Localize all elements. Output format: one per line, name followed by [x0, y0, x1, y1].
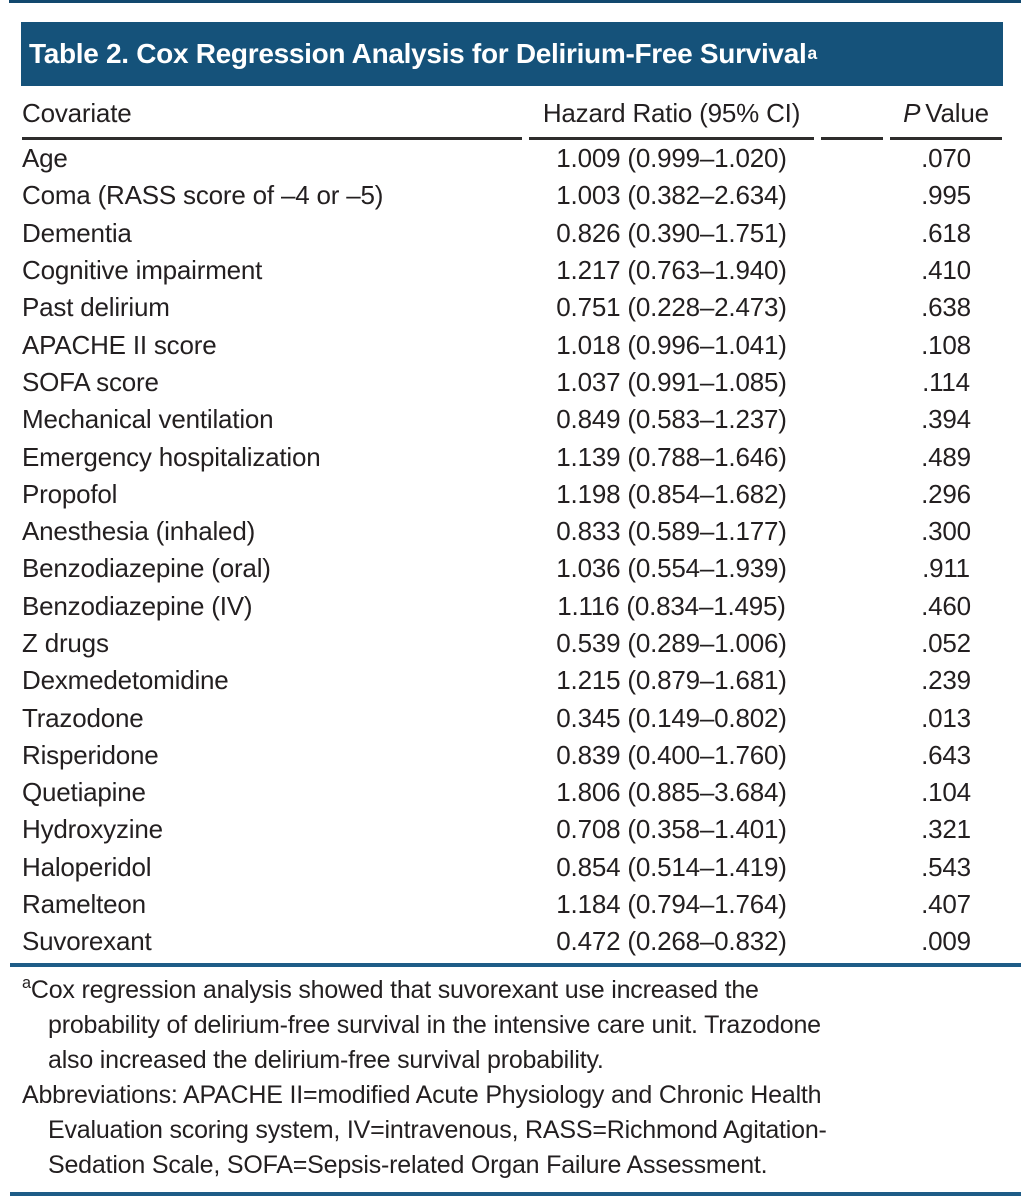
covariate-cell: Risperidone [22, 739, 159, 770]
p-value-cell: .543 [921, 851, 971, 882]
spacer-cell [821, 662, 883, 699]
covariate-cell: Anesthesia (inhaled) [22, 516, 256, 547]
hazard-ratio-cell: 0.472 (0.268–0.832) [556, 926, 787, 957]
covariate-cell: Coma (RASS score of –4 or –5) [22, 180, 384, 211]
hazard-ratio-cell: 0.854 (0.514–1.419) [556, 851, 787, 882]
p-value-cell: .407 [921, 889, 971, 920]
footnote-line [22, 1078, 1025, 1113]
hazard-ratio-cell: 0.345 (0.149–0.802) [556, 702, 787, 733]
spacer-cell [821, 774, 883, 811]
covariate-cell: Dexmedetomidine [22, 665, 229, 696]
hazard-ratio-cell: 1.037 (0.991–1.085) [556, 366, 787, 397]
covariate-cell: Benzodiazepine (oral) [22, 553, 271, 584]
spacer-cell [821, 588, 883, 625]
hazard-ratio-cell: 1.198 (0.854–1.682) [556, 478, 787, 509]
table-row [22, 177, 1002, 214]
covariate-cell: Age [22, 143, 68, 174]
footnote-text: Abbreviations: APACHE II=modified Acute Physiology and Chronic Health [22, 1081, 822, 1109]
spacer-cell [821, 401, 883, 438]
covariate-cell: Ramelteon [22, 889, 146, 920]
footnote-marker: a [22, 973, 31, 992]
cox-regression-table [15, 86, 1009, 961]
hazard-ratio-cell: 0.826 (0.390–1.751) [556, 217, 787, 248]
p-value-cell: .104 [921, 777, 971, 808]
spacer-cell [821, 849, 883, 886]
hazard-ratio-cell: 1.184 (0.794–1.764) [556, 889, 787, 920]
p-value-cell: .410 [921, 255, 971, 286]
spacer-cell [821, 550, 883, 587]
footnote-a [22, 973, 1025, 1078]
spacer-cell [821, 364, 883, 401]
p-value-cell: .114 [922, 366, 970, 397]
hazard-ratio-cell: 0.833 (0.589–1.177) [556, 516, 787, 547]
covariate-cell: Benzodiazepine (IV) [22, 590, 253, 621]
covariate-cell: APACHE II score [22, 329, 217, 360]
hazard-ratio-cell: 1.806 (0.885–3.684) [556, 777, 787, 808]
table-row [22, 774, 1002, 811]
table-row [22, 662, 1002, 699]
p-value-rest-label: Value [925, 98, 989, 128]
footnote-line [22, 1148, 1025, 1183]
covariate-cell: Cognitive impairment [22, 255, 263, 286]
footnote-text: Evaluation scoring system, IV=intravenous, RASS=Richmond Agitation- [48, 1116, 827, 1144]
footnote-text: Cox regression analysis showed that suvorexant use increased the [30, 976, 759, 1004]
p-value-cell: .911 [922, 553, 970, 584]
p-value-cell: .296 [921, 478, 971, 509]
covariate-cell: Quetiapine [22, 777, 146, 808]
spacer-cell [821, 140, 883, 177]
p-value-italic-label: P [903, 98, 921, 128]
footnote-text: Sedation Scale, SOFA=Sepsis-related Organ Failure Assessment. [48, 1151, 768, 1179]
footnote-line [22, 973, 1025, 1008]
p-value-cell: .394 [921, 404, 971, 435]
table-row [22, 401, 1002, 438]
table-row [22, 326, 1002, 363]
table-row [22, 699, 1002, 736]
spacer-cell [821, 737, 883, 774]
spacer-cell [821, 886, 883, 923]
table-row [22, 923, 1002, 960]
table-row [22, 550, 1002, 587]
column-header-covariate: Covariate [22, 86, 522, 140]
spacer-cell [821, 513, 883, 550]
p-value-cell: .489 [921, 441, 971, 472]
covariate-cell: Z drugs [22, 628, 109, 658]
table-bottom-rule [10, 963, 1021, 967]
covariate-cell: Past delirium [22, 292, 170, 323]
hazard-ratio-cell: 0.751 (0.228–2.473) [556, 292, 787, 323]
top-rule [9, 0, 1021, 3]
spacer-cell [821, 177, 883, 214]
p-value-cell: .108 [921, 329, 971, 360]
column-header-p-value [890, 86, 1002, 140]
hazard-ratio-cell: 1.116 (0.834–1.495) [557, 590, 786, 621]
footnote-line [22, 1113, 1025, 1148]
p-value-cell: .009 [921, 926, 971, 957]
spacer-cell [821, 438, 883, 475]
table-row [22, 811, 1002, 848]
table-header [22, 86, 1002, 140]
hazard-ratio-cell: 1.009 (0.999–1.020) [556, 143, 787, 174]
footnote-text: probability of delirium-free survival in the intensive care unit. Trazodone [48, 1011, 821, 1039]
spacer-cell [821, 923, 883, 960]
covariate-cell: Haloperidol [22, 851, 152, 882]
header-row [22, 86, 1002, 140]
hazard-ratio-cell: 1.003 (0.382–2.634) [556, 180, 787, 211]
spacer-cell [821, 326, 883, 363]
p-value-cell: .643 [921, 739, 971, 770]
p-value-cell: .070 [921, 143, 971, 174]
p-value-cell: .239 [921, 665, 971, 696]
column-header-spacer [821, 86, 883, 140]
spacer-cell [821, 811, 883, 848]
footnote-text: also increased the delirium-free survival probability. [48, 1046, 604, 1074]
hazard-ratio-cell: 0.849 (0.583–1.237) [556, 404, 787, 435]
table-row [22, 737, 1002, 774]
p-value-cell: .321 [921, 814, 971, 845]
hazard-ratio-cell: 0.539 (0.289–1.006) [556, 628, 787, 658]
table-row [22, 625, 1002, 662]
spacer-cell [821, 476, 883, 513]
hazard-ratio-cell: 0.839 (0.400–1.760) [556, 739, 787, 770]
p-value-cell: .995 [921, 180, 971, 211]
table-row [22, 252, 1002, 289]
table-row [22, 886, 1002, 923]
covariate-cell: Emergency hospitalization [22, 441, 321, 472]
table-title-bar: Table 2. Cox Regression Analysis for Delirium-Free Survival $^a$ [21, 22, 1003, 86]
p-value-cell: .460 [921, 590, 971, 621]
spacer-cell [821, 215, 883, 252]
hazard-ratio-cell: 1.018 (0.996–1.041) [556, 329, 787, 360]
page-bottom-rule [10, 1192, 1021, 1196]
covariate-cell: SOFA score [22, 366, 159, 397]
hazard-ratio-cell: 1.217 (0.763–1.940) [556, 255, 787, 286]
covariate-cell: Suvorexant [22, 926, 152, 957]
table-row [22, 289, 1002, 326]
footnote-line [22, 1043, 1025, 1078]
footnote-abbreviations [22, 1078, 1025, 1183]
table-body [22, 140, 1002, 961]
footnotes [22, 973, 1025, 1183]
covariate-cell: Propofol [22, 478, 118, 509]
spacer-cell [821, 699, 883, 736]
table-title: Table 2. Cox Regression Analysis for Delirium-Free Survival [29, 38, 807, 69]
table-row [22, 849, 1002, 886]
covariate-cell: Trazodone [22, 702, 144, 733]
table-row [22, 364, 1002, 401]
table-row [22, 215, 1002, 252]
spacer-cell [821, 289, 883, 326]
table-row [22, 476, 1002, 513]
covariate-cell: Hydroxyzine [22, 814, 163, 845]
hazard-ratio-cell: 0.708 (0.358–1.401) [556, 814, 787, 845]
spacer-cell [821, 252, 883, 289]
hazard-ratio-cell: 1.036 (0.554–1.939) [556, 553, 787, 584]
covariate-cell: Mechanical ventilation [22, 404, 274, 435]
footnote-line [22, 1008, 1025, 1043]
p-value-cell: .638 [921, 292, 971, 323]
hazard-ratio-cell: 1.215 (0.879–1.681) [556, 665, 787, 696]
table-row [22, 140, 1002, 177]
p-value-cell: .300 [921, 516, 971, 547]
spacer-cell [821, 625, 883, 662]
table-row [22, 513, 1002, 550]
table-row [22, 588, 1002, 625]
hazard-ratio-cell: 1.139 (0.788–1.646) [556, 441, 787, 472]
p-value-cell: .052 [921, 628, 971, 658]
column-header-hazard-ratio: Hazard Ratio (95% CI) [529, 86, 814, 140]
p-value-cell: .013 [921, 702, 971, 733]
table-row [22, 438, 1002, 475]
p-value-cell: .618 [921, 217, 971, 248]
covariate-cell: Dementia [22, 217, 132, 248]
